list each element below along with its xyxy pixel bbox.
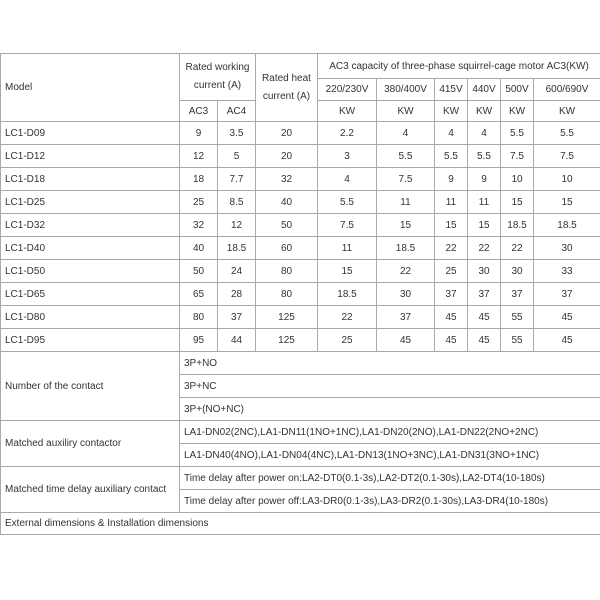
kw-cell: 55 <box>501 306 534 329</box>
header-unit-kw: KW <box>318 101 377 122</box>
kw-cell: 37 <box>377 306 435 329</box>
ac3-current-cell: 95 <box>180 329 218 352</box>
dimensions-label: External dimensions & Installation dimensions <box>1 513 600 535</box>
kw-cell: 33 <box>534 260 600 283</box>
ac4-current-cell: 44 <box>218 329 256 352</box>
table-row <box>1 168 600 191</box>
heat-current-cell: 32 <box>256 168 318 191</box>
kw-cell: 30 <box>534 237 600 260</box>
kw-cell: 4 <box>468 122 501 145</box>
kw-cell: 11 <box>435 191 468 214</box>
header-unit-kw: KW <box>435 101 468 122</box>
model-cell: LC1-D50 <box>1 260 180 283</box>
aux-value-1: LA1-DN02(2NC),LA1-DN11(1NO+1NC),LA1-DN20(2NO),LA1-DN22(2NO+2NC) <box>180 421 600 444</box>
heat-current-cell: 80 <box>256 283 318 306</box>
kw-cell: 10 <box>534 168 600 191</box>
kw-cell: 5.5 <box>501 122 534 145</box>
header-voltage: 500V <box>501 79 534 101</box>
kw-cell: 45 <box>468 329 501 352</box>
ac4-current-cell: 24 <box>218 260 256 283</box>
ac3-current-cell: 65 <box>180 283 218 306</box>
contacts-value-1: 3P+NO <box>180 352 600 375</box>
ac3-current-cell: 40 <box>180 237 218 260</box>
ac4-current-cell: 18.5 <box>218 237 256 260</box>
kw-cell: 15 <box>468 214 501 237</box>
kw-cell: 37 <box>501 283 534 306</box>
model-cell: LC1-D09 <box>1 122 180 145</box>
model-cell: LC1-D80 <box>1 306 180 329</box>
kw-cell: 5.5 <box>468 145 501 168</box>
kw-cell: 22 <box>501 237 534 260</box>
model-cell: LC1-D95 <box>1 329 180 352</box>
ac4-current-cell: 12 <box>218 214 256 237</box>
ac4-current-cell: 8.5 <box>218 191 256 214</box>
kw-cell: 15 <box>435 214 468 237</box>
heat-current-cell: 50 <box>256 214 318 237</box>
header-rated-working-current: Rated working current (A) <box>180 54 256 101</box>
heat-current-cell: 125 <box>256 306 318 329</box>
model-cell: LC1-D32 <box>1 214 180 237</box>
kw-cell: 18.5 <box>377 237 435 260</box>
kw-cell: 55 <box>501 329 534 352</box>
ac3-current-cell: 50 <box>180 260 218 283</box>
aux-label: Matched auxiliry contactor <box>1 421 180 467</box>
table-row <box>1 145 600 168</box>
header-ac4: AC4 <box>218 101 256 122</box>
model-cell: LC1-D12 <box>1 145 180 168</box>
kw-cell: 5.5 <box>435 145 468 168</box>
table-row <box>1 237 600 260</box>
ac4-current-cell: 5 <box>218 145 256 168</box>
header-unit-kw: KW <box>501 101 534 122</box>
ac4-current-cell: 7.7 <box>218 168 256 191</box>
contacts-label: Number of the contact <box>1 352 180 421</box>
header-voltage: 220/230V <box>318 79 377 101</box>
ac4-current-cell: 28 <box>218 283 256 306</box>
kw-cell: 7.5 <box>318 214 377 237</box>
ac4-current-cell: 3.5 <box>218 122 256 145</box>
kw-cell: 45 <box>435 306 468 329</box>
kw-cell: 2.2 <box>318 122 377 145</box>
header-unit-kw: KW <box>534 101 600 122</box>
header-voltage: 600/690V <box>534 79 600 101</box>
kw-cell: 25 <box>318 329 377 352</box>
header-voltage: 440V <box>468 79 501 101</box>
kw-cell: 11 <box>468 191 501 214</box>
ac3-current-cell: 25 <box>180 191 218 214</box>
ac4-current-cell: 37 <box>218 306 256 329</box>
heat-current-cell: 20 <box>256 145 318 168</box>
header-voltage: 415V <box>435 79 468 101</box>
kw-cell: 22 <box>468 237 501 260</box>
kw-cell: 45 <box>534 306 600 329</box>
kw-cell: 22 <box>435 237 468 260</box>
table-row <box>1 214 600 237</box>
ac3-current-cell: 18 <box>180 168 218 191</box>
kw-cell: 11 <box>318 237 377 260</box>
contacts-row-1 <box>1 352 600 375</box>
kw-cell: 45 <box>435 329 468 352</box>
contacts-value-3: 3P+(NO+NC) <box>180 398 600 421</box>
table-row <box>1 191 600 214</box>
heat-current-cell: 40 <box>256 191 318 214</box>
kw-cell: 5.5 <box>534 122 600 145</box>
header-unit-kw: KW <box>377 101 435 122</box>
kw-cell: 18.5 <box>501 214 534 237</box>
kw-cell: 7.5 <box>534 145 600 168</box>
kw-cell: 37 <box>468 283 501 306</box>
kw-cell: 4 <box>318 168 377 191</box>
dimensions-row <box>1 513 600 535</box>
kw-cell: 45 <box>468 306 501 329</box>
table-row <box>1 260 600 283</box>
kw-cell: 7.5 <box>377 168 435 191</box>
kw-cell: 15 <box>501 191 534 214</box>
header-voltage: 380/400V <box>377 79 435 101</box>
kw-cell: 37 <box>435 283 468 306</box>
kw-cell: 9 <box>468 168 501 191</box>
heat-current-cell: 60 <box>256 237 318 260</box>
header-unit-kw: KW <box>468 101 501 122</box>
aux-row-1 <box>1 421 600 444</box>
heat-current-cell: 125 <box>256 329 318 352</box>
model-cell: LC1-D18 <box>1 168 180 191</box>
kw-cell: 22 <box>318 306 377 329</box>
header-model: Model <box>1 54 180 122</box>
delay-row-1 <box>1 467 600 490</box>
heat-current-cell: 20 <box>256 122 318 145</box>
header-ac3: AC3 <box>180 101 218 122</box>
kw-cell: 30 <box>501 260 534 283</box>
kw-cell: 7.5 <box>501 145 534 168</box>
delay-value-1: Time delay after power on:LA2-DT0(0.1-3s),LA2-DT2(0.1-30s),LA2-DT4(10-180s) <box>180 467 600 490</box>
ac3-current-cell: 32 <box>180 214 218 237</box>
kw-cell: 25 <box>435 260 468 283</box>
kw-cell: 45 <box>534 329 600 352</box>
header-rated-heat-current: Rated heat current (A) <box>256 54 318 122</box>
ac3-current-cell: 12 <box>180 145 218 168</box>
kw-cell: 18.5 <box>318 283 377 306</box>
kw-cell: 30 <box>377 283 435 306</box>
table-row <box>1 122 600 145</box>
kw-cell: 45 <box>377 329 435 352</box>
kw-cell: 11 <box>377 191 435 214</box>
kw-cell: 4 <box>435 122 468 145</box>
table-row <box>1 306 600 329</box>
kw-cell: 5.5 <box>318 191 377 214</box>
model-cell: LC1-D65 <box>1 283 180 306</box>
delay-label: Matched time delay auxiliary contact <box>1 467 180 513</box>
kw-cell: 30 <box>468 260 501 283</box>
contacts-value-2: 3P+NC <box>180 375 600 398</box>
model-cell: LC1-D25 <box>1 191 180 214</box>
kw-cell: 15 <box>318 260 377 283</box>
kw-cell: 5.5 <box>377 145 435 168</box>
ac3-current-cell: 80 <box>180 306 218 329</box>
kw-cell: 37 <box>534 283 600 306</box>
delay-value-2: Time delay after power off:LA3-DR0(0.1-3s),LA3-DR2(0.1-30s),LA3-DR4(10-180s) <box>180 490 600 513</box>
kw-cell: 15 <box>534 191 600 214</box>
contactor-spec-table <box>0 53 600 535</box>
model-cell: LC1-D40 <box>1 237 180 260</box>
header-row-1 <box>1 54 600 79</box>
table-row <box>1 329 600 352</box>
header-ac3-capacity: AC3 capacity of three-phase squirrel-cage motor AC3(KW) <box>318 54 600 79</box>
table-body <box>1 54 600 535</box>
kw-cell: 4 <box>377 122 435 145</box>
table-row <box>1 283 600 306</box>
kw-cell: 9 <box>435 168 468 191</box>
heat-current-cell: 80 <box>256 260 318 283</box>
aux-value-2: LA1-DN40(4NO),LA1-DN04(4NC),LA1-DN13(1NO+3NC),LA1-DN31(3NO+1NC) <box>180 444 600 467</box>
kw-cell: 10 <box>501 168 534 191</box>
kw-cell: 3 <box>318 145 377 168</box>
kw-cell: 18.5 <box>534 214 600 237</box>
ac3-current-cell: 9 <box>180 122 218 145</box>
kw-cell: 15 <box>377 214 435 237</box>
kw-cell: 22 <box>377 260 435 283</box>
